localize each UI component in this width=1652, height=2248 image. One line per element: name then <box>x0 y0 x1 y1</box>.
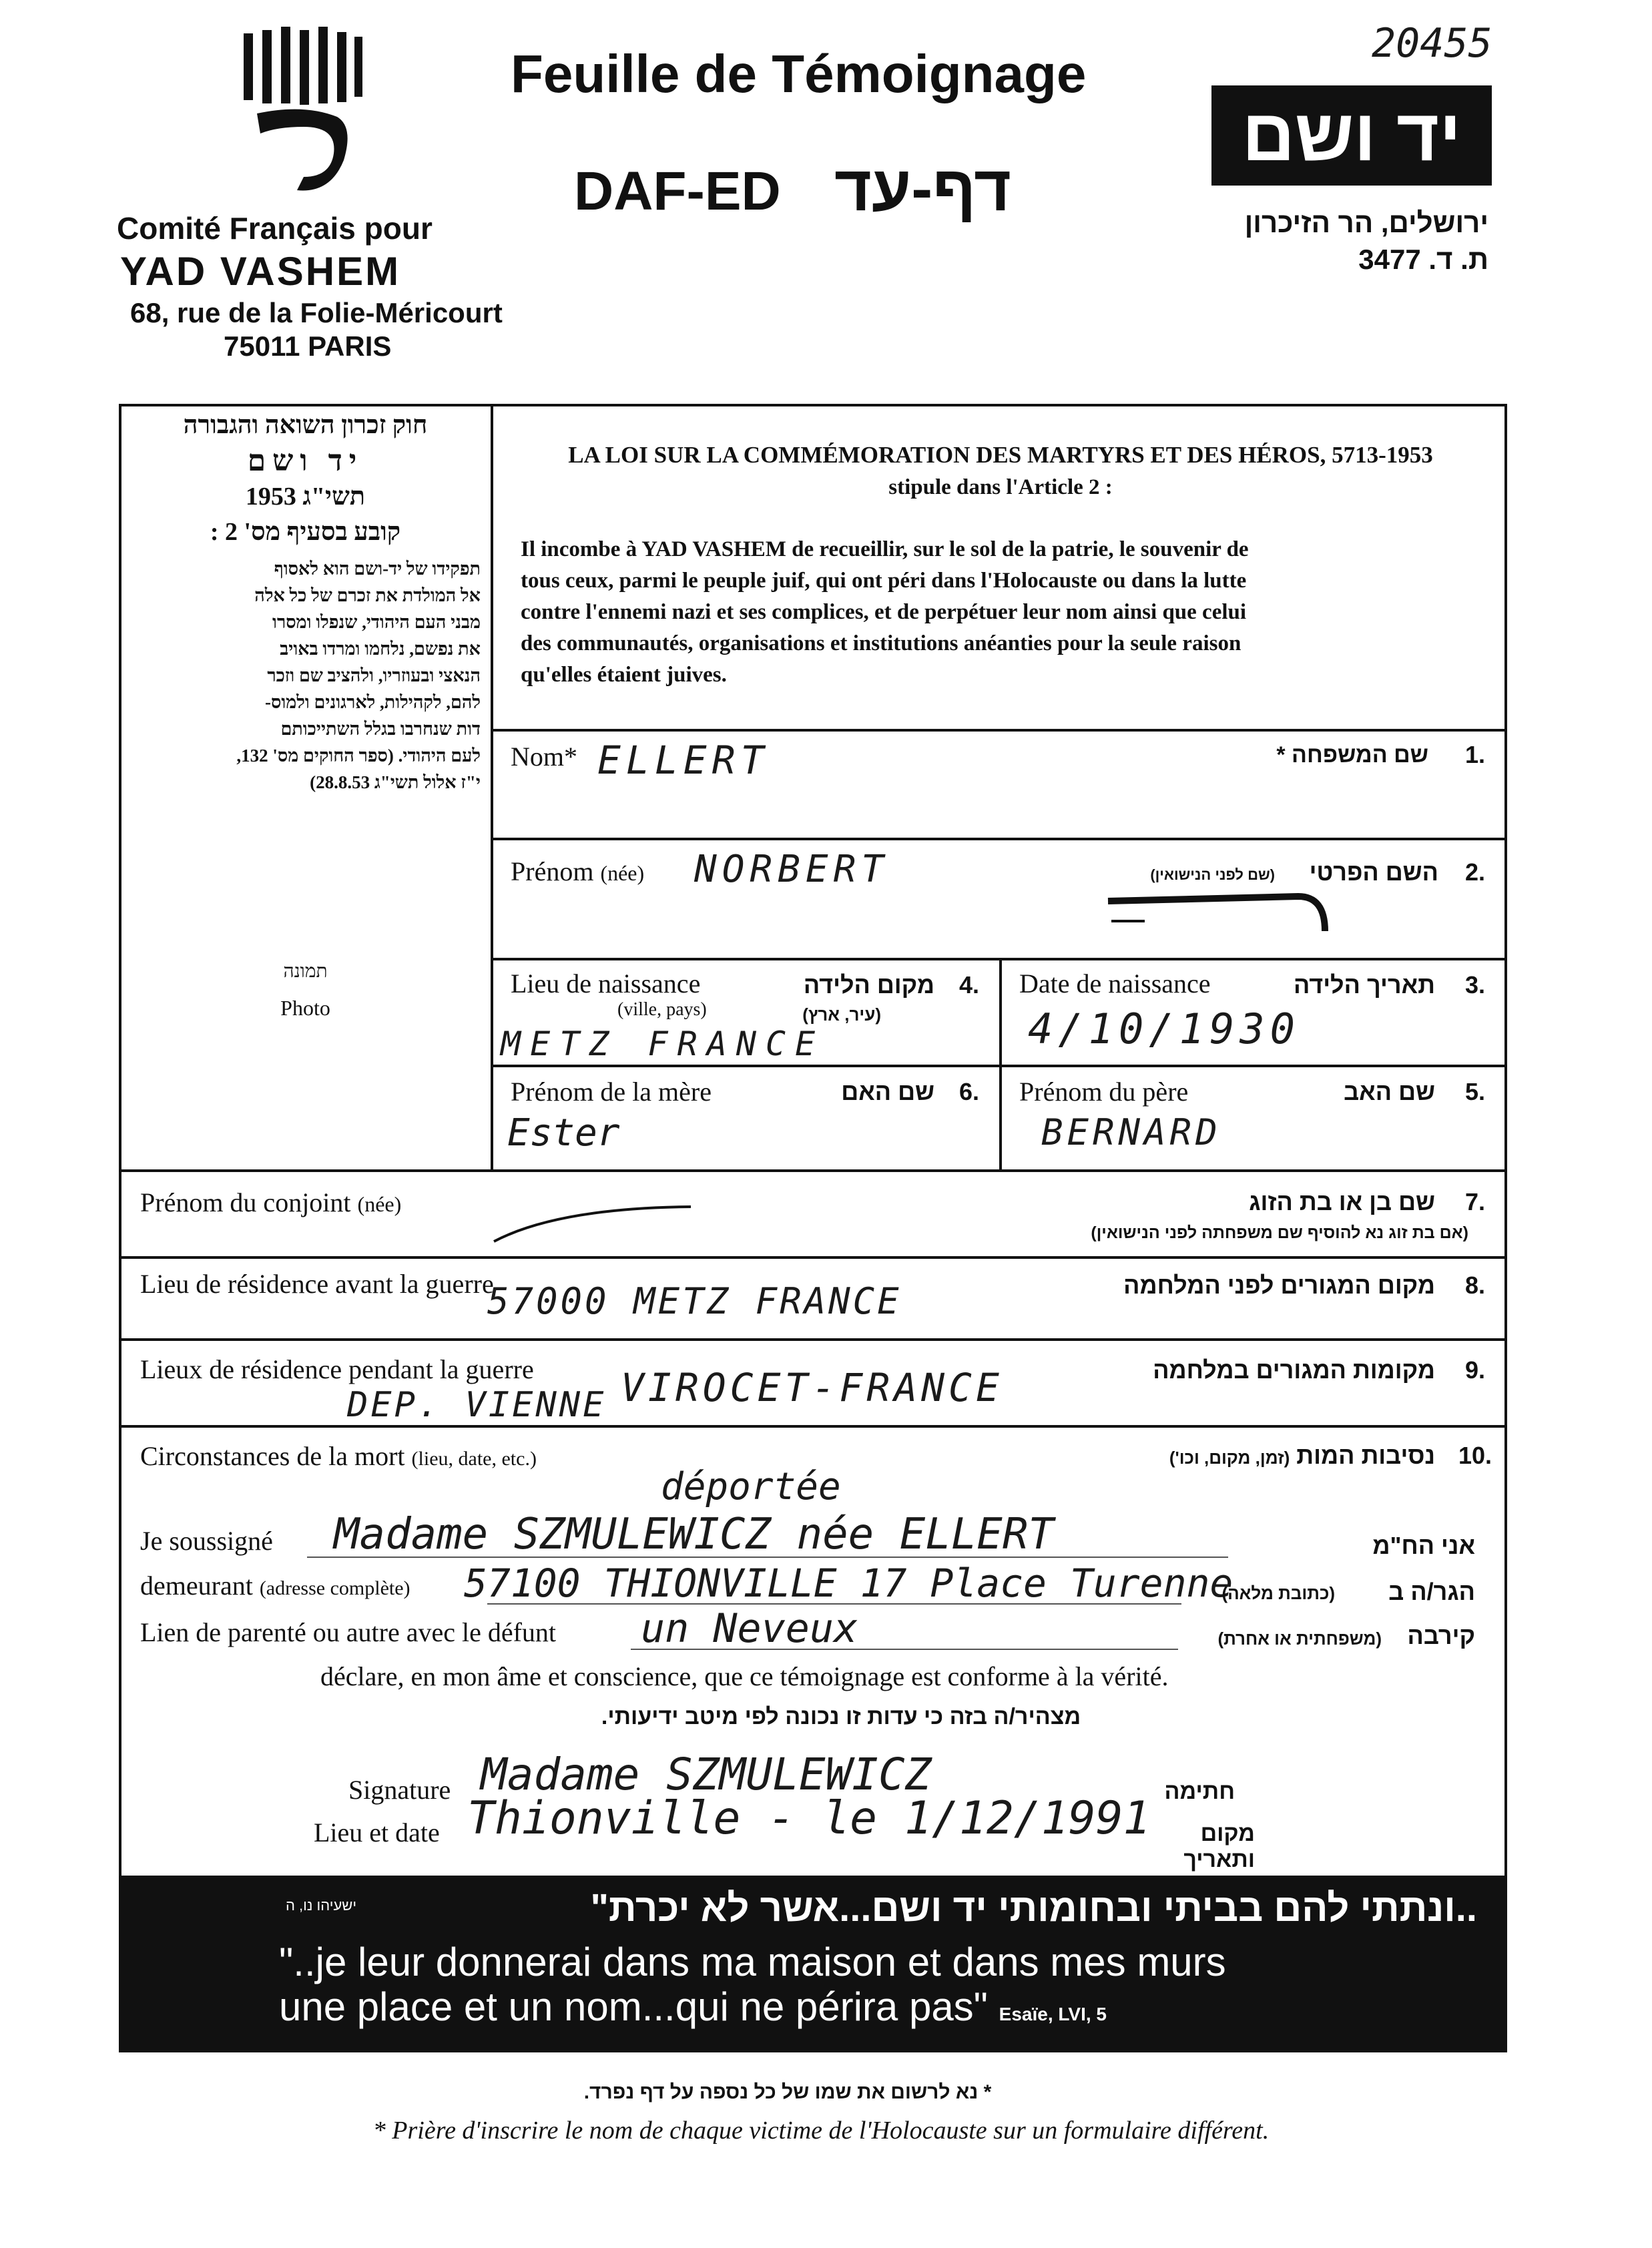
field-residence-pendant-value1[interactable]: VIROCET-FRANCE <box>621 1365 1003 1410</box>
archive-number: 20455 <box>1372 20 1492 67</box>
law-hebrew-line1: חוק זכרון השואה והגבורה <box>183 411 428 439</box>
field-residence-pendant-hebrew: מקומות המגורים במלחמה <box>1153 1356 1435 1384</box>
field-circonstances-num: 10. <box>1458 1442 1492 1469</box>
committee-address1: 68, rue de la Folie-Méricourt <box>130 297 503 328</box>
field-circonstances-label: Circonstances de la mort (lieu, date, etc.) <box>140 1441 537 1471</box>
law-hebrew-line3: תשי"ג 1953 <box>245 483 366 511</box>
field-conjoint-label: Prénom du conjoint (née) <box>140 1187 402 1217</box>
signature-value[interactable]: Madame SZMULEWICZ <box>481 1749 932 1800</box>
field-conjoint-num: 7. <box>1465 1188 1486 1215</box>
field-prenom-num: 2. <box>1465 858 1486 886</box>
field-nom-num: 1. <box>1465 741 1486 768</box>
page-title: Feuille de Témoignage <box>511 44 1087 103</box>
committee-line2: YAD VASHEM <box>120 249 401 294</box>
soussigne-value[interactable]: Madame SZMULEWICZ née ELLERT <box>334 1510 1054 1559</box>
jerusalem-line1: ירושלים, הר הזיכרון <box>1244 207 1488 238</box>
soussigne-hebrew: אני הח"מ <box>1372 1532 1475 1559</box>
lieu-date-hebrew: מקום ותאריך <box>1183 1821 1255 1872</box>
lien-label: Lien de parenté ou autre avec le défunt <box>140 1617 557 1647</box>
field-prenom-hebrew: השם הפרטי <box>1309 858 1438 886</box>
field-lieu-naissance-sub: (ville, pays) <box>617 999 707 1020</box>
law-hebrew-line2: יד ושם <box>247 445 364 477</box>
field-prenom-pere-label: Prénom du père <box>1019 1077 1189 1107</box>
field-residence-avant-num: 8. <box>1465 1272 1486 1299</box>
field-conjoint-hebrew: שם בן או בת הזוג <box>1249 1188 1435 1215</box>
committee-line1: Comité Français pour <box>117 211 433 246</box>
yad-vashem-logo <box>237 27 370 207</box>
field-prenom-mere-value[interactable]: Ester <box>507 1111 620 1155</box>
banner-french-ref: Esaïe, LVI, 5 <box>999 2004 1107 2024</box>
lien-hebrew: קירבה <box>1407 1622 1475 1649</box>
field-prenom-pere-num: 5. <box>1465 1078 1486 1105</box>
daf-ed-latin: DAF-ED <box>574 161 781 222</box>
field-prenom-label: Prénom (née) <box>511 856 645 886</box>
soussigne-label: Je soussigné <box>140 1526 273 1556</box>
field-circonstances-hebrew: נסיבות המות (זמן, מקום, וכו') <box>1169 1442 1435 1469</box>
declaration-text: déclare, en mon âme et conscience, que ce témoignage est conforme à la vérité. <box>320 1661 1169 1691</box>
declaration-hebrew: מצהיר/ה בזה כי עדות זו נכונה לפי מיטב ידיעותי. <box>601 1704 1081 1729</box>
field-residence-avant-value[interactable]: 57000 METZ FRANCE <box>487 1280 902 1322</box>
footnote-hebrew: * נא לרשום את שמו של כל נספה על דף נפרד. <box>583 2081 992 2103</box>
field-date-naissance-value[interactable]: 4/10/1930 <box>1028 1005 1300 1053</box>
demeurant-label: demeurant (adresse complète) <box>140 1571 410 1601</box>
prenom-strikeout-mark <box>1105 884 1332 944</box>
quote-banner <box>119 1876 1507 2052</box>
field-prenom-mere-hebrew: שם האם <box>841 1078 934 1105</box>
yad-vashem-hebrew-box: יד ושם <box>1211 85 1492 186</box>
field-nom-label: Nom* <box>511 742 577 772</box>
committee-address2: 75011 PARIS <box>224 330 392 362</box>
field-nom-value[interactable]: ELLERT <box>597 738 770 783</box>
field-prenom-mere-label: Prénom de la mère <box>511 1077 712 1107</box>
signature-label: Signature <box>348 1775 451 1805</box>
field-residence-pendant-num: 9. <box>1465 1356 1486 1384</box>
field-lieu-naissance-label: Lieu de naissance <box>511 968 701 999</box>
law-french-subtitle: stipule dans l'Article 2 : <box>888 475 1113 499</box>
photo-label: Photo <box>280 996 330 1020</box>
banner-hebrew-ref: ישעיהו נו, ה <box>286 1897 357 1914</box>
field-lieu-naissance-value[interactable]: METZ FRANCE <box>501 1025 825 1063</box>
footnote-french: * Prière d'inscrire le nom de chaque victime de l'Holocauste sur un formulaire différent. <box>372 2117 1270 2145</box>
banner-french-line1: "..je leur donnerai dans ma maison et dans mes murs <box>279 1940 1226 1984</box>
signature-hebrew: חתימה <box>1164 1779 1235 1804</box>
law-hebrew-body: תפקידו של יד-ושם הוא לאסוף אל המולדת את זכרם של כל אלה מבני העם היהודי, שנפלו ומסרו את נפשם, נלחמו ומרדו באויב הנאצי ובעוזריו, ולהציב שם וזכר להם, לקהילות, לארגונים ולמוס- דות שנחרבו בגלל השתייכותם לעם היהודי. (ספר החוקים מס' 132, י"ז אלול תשי"ג 28.8.53) <box>236 559 481 792</box>
field-lieu-naissance-num: 4. <box>959 971 980 999</box>
demeurant-hebrew: הגר/ה ב <box>1388 1578 1475 1605</box>
law-french-body: Il incombe à YAD VASHEM de recueillir, sur le sol de la patrie, le souvenir de tous ceux, parmi le peuple juif, qui ont péri dans l'Holocauste ou dans la lutte contre l'ennemi nazi et ses complices, et de perpétuer leur nom ainsi que celui des communautés, organisations et institutions anéanties pour la seule raison qu'elles étaient juives. <box>521 537 1249 687</box>
field-residence-pendant-value2[interactable]: DEP. VIENNE <box>347 1385 607 1425</box>
field-circonstances-value[interactable]: déportée <box>661 1465 841 1508</box>
field-residence-avant-hebrew: מקום המגורים לפני המלחמה <box>1123 1272 1435 1299</box>
jerusalem-line2: ת. ד. 3477 <box>1358 244 1488 275</box>
field-date-naissance-hebrew: תאריך הלידה <box>1293 971 1435 999</box>
banner-french-line2: une place et un nom...qui ne périra pas" Esaïe, LVI, 5 <box>279 1984 1107 2029</box>
field-date-naissance-num: 3. <box>1465 971 1486 999</box>
field-date-naissance-label: Date de naissance <box>1019 968 1211 999</box>
photo-label-hebrew: תמונה <box>283 961 328 982</box>
daf-ed-hebrew: דף-עד <box>834 153 1011 224</box>
demeurant-value[interactable]: 57100 THIONVILLE 17 Place Turenne <box>464 1561 1233 1606</box>
lien-hebrew-sub: (משפחתית או אחרת) <box>1217 1629 1382 1649</box>
law-french-title: LA LOI SUR LA COMMÉMORATION DES MARTYRS ET DES HÉROS, 5713-1953 <box>568 442 1433 468</box>
field-prenom-value[interactable]: NORBERT <box>694 848 890 891</box>
field-lieu-naissance-hebrew-sub: (עיר, ארץ) <box>802 1005 881 1025</box>
demeurant-hebrew-sub: (כתובת מלאה) <box>1221 1583 1335 1603</box>
field-prenom-pere-value[interactable]: BERNARD <box>1041 1111 1221 1153</box>
field-prenom-pere-hebrew: שם האב <box>1344 1078 1435 1105</box>
conjoint-dash-mark <box>491 1195 704 1248</box>
field-residence-pendant-label: Lieux de résidence pendant la guerre <box>140 1354 534 1384</box>
law-hebrew-line4: קובע בסעיף מס' 2 : <box>210 518 401 546</box>
field-lieu-naissance-hebrew: מקום הלידה <box>803 971 934 999</box>
field-conjoint-hebrew-note: (אם בת זוג נא להוסיף שם משפחתה לפני הנישואין) <box>1091 1223 1468 1242</box>
field-prenom-mere-num: 6. <box>959 1078 980 1105</box>
banner-hebrew-quote: ..ונתתי להם בביתי ובחומותי יד ושם...אשר לא יכרת" <box>590 1886 1477 1930</box>
field-nom-hebrew: שם המשפחה * <box>1276 742 1428 768</box>
lieu-date-label: Lieu et date <box>314 1817 440 1848</box>
field-prenom-hebrew-note: (שם לפני הנישואין) <box>1150 866 1275 883</box>
lien-value[interactable]: un Neveux <box>641 1605 858 1652</box>
field-residence-avant-label: Lieu de résidence avant la guerre <box>140 1269 494 1299</box>
left-column-divider <box>491 404 493 1170</box>
lieu-date-value[interactable]: Thionville - le 1/12/1991 <box>467 1792 1151 1845</box>
